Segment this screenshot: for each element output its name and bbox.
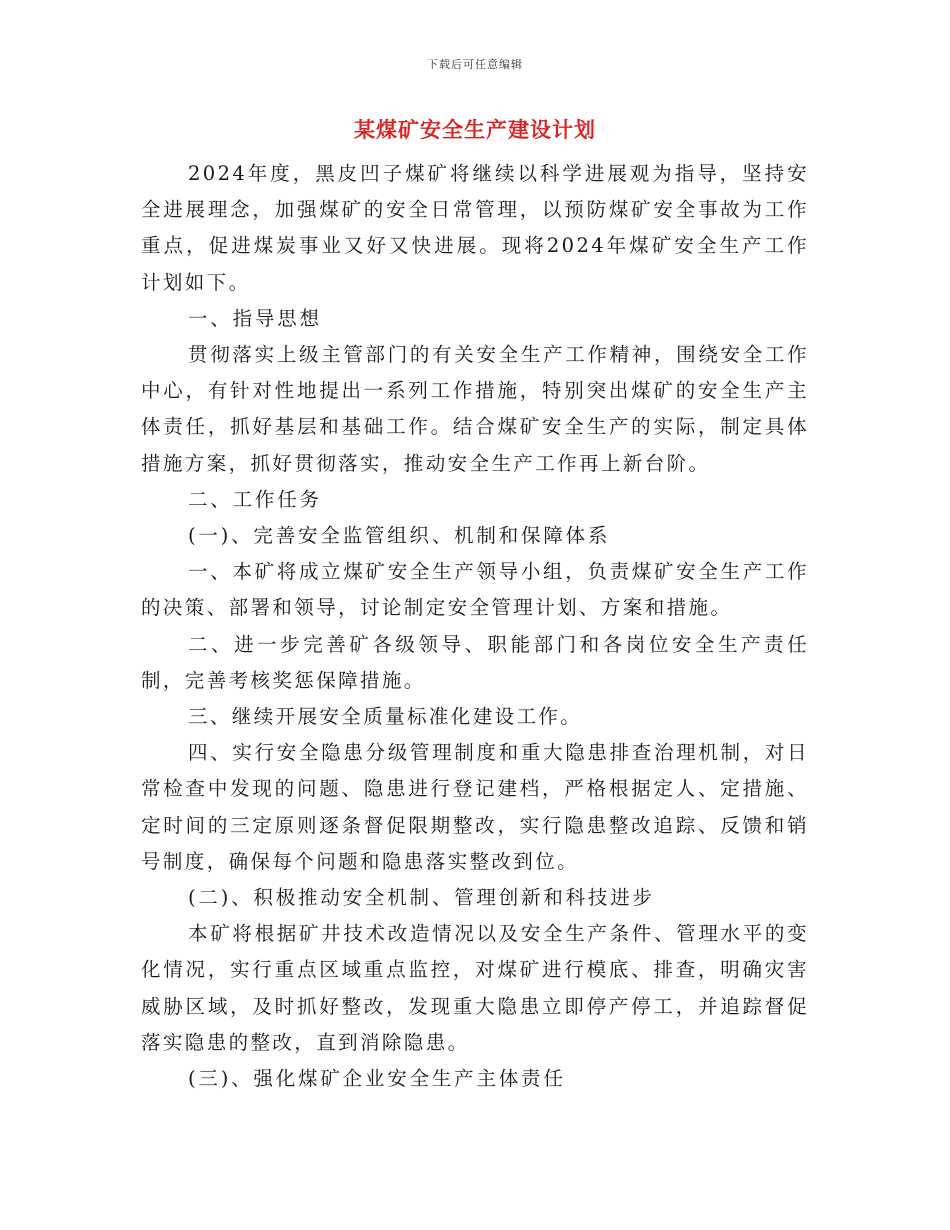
subsection-heading-2: (二)、积极推动安全机制、管理创新和科技进步 <box>188 886 655 910</box>
subsection-heading-1: (一)、完善安全监管组织、机制和保障体系 <box>188 524 611 548</box>
task-item-3: 三、继续开展安全质量标准化建设工作。 <box>188 705 583 729</box>
intro-paragraph: 2024年度，黑皮凹子煤矿将继续以科学进展观为指导，坚持安全进展理念，加强煤矿的安全日常管理，以预防煤矿安全事故为工作重点，促进煤炭事业又好又快进展。现将2024年煤矿安全生产工作计划如下。 <box>141 162 809 294</box>
task-item-2: 二、进一步完善矿各级领导、职能部门和各岗位安全生产责任制，完善考核奖惩保障措施。 <box>141 632 809 692</box>
document-title: 某煤矿安全生产建设计划 <box>354 117 596 142</box>
section-heading-guiding-ideology: 一、指导思想 <box>188 306 322 330</box>
guiding-ideology-paragraph: 贯彻落实上级主管部门的有关安全生产工作精神，围绕安全工作中心，有针对性地提出一系列工作措施，特别突出煤矿的安全生产主体责任，抓好基层和基础工作。结合煤矿安全生产的实际，制定具体措施方案，抓好贯彻落实，推动安全生产工作再上新台阶。 <box>141 343 809 475</box>
document-body <box>141 156 809 1097</box>
subsection-heading-3: (三)、强化煤矿企业安全生产主体责任 <box>188 1067 566 1091</box>
page-header-note: 下载后可任意编辑 <box>427 58 523 71</box>
task-item-4: 四、实行安全隐患分级管理制度和重大隐患排查治理机制，对日常检查中发现的问题、隐患进行登记建档，严格根据定人、定措施、定时间的三定原则逐条督促限期整改，实行隐患整改追踪、反馈和销号制度，确保每个问题和隐患落实整改到位。 <box>141 741 809 873</box>
section-heading-work-tasks: 二、工作任务 <box>188 487 322 511</box>
task-item-1: 一、本矿将成立煤矿安全生产领导小组，负责煤矿安全生产工作的决策、部署和领导，讨论制定安全管理计划、方案和措施。 <box>141 560 809 620</box>
innovation-paragraph: 本矿将根据矿井技术改造情况以及安全生产条件、管理水平的变化情况，实行重点区域重点监控，对煤矿进行模底、排查，明确灾害威胁区域，及时抓好整改，发现重大隐患立即停产停工，并追踪督促落实隐患的整改，直到消除隐患。 <box>141 922 809 1054</box>
